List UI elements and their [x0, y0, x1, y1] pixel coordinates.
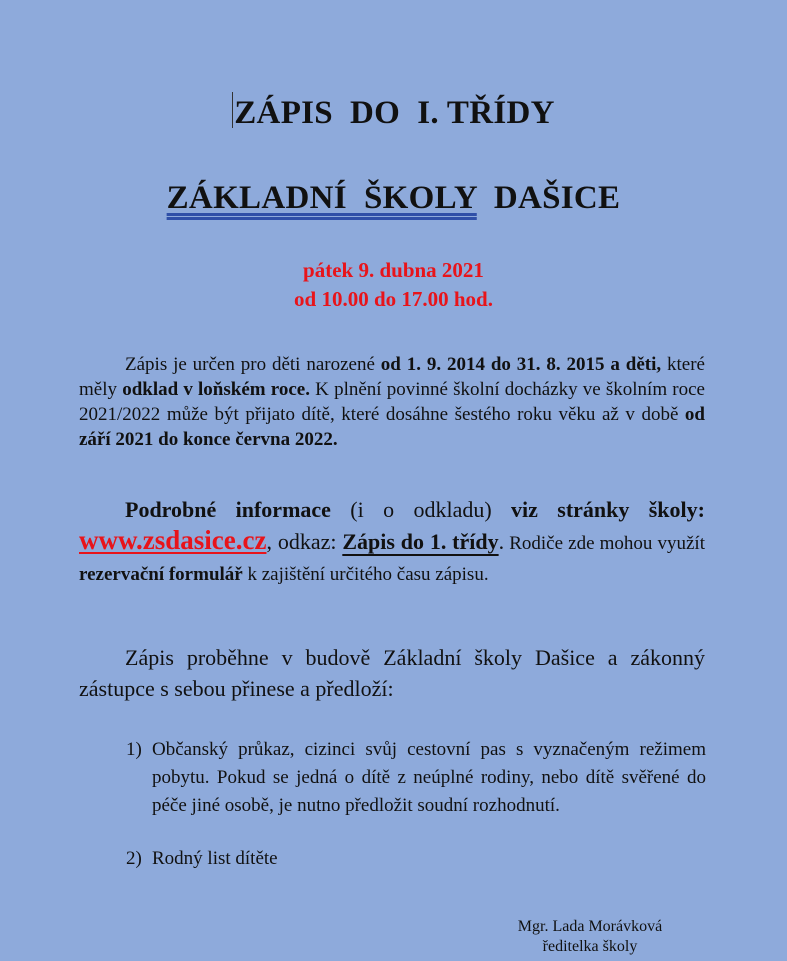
title-line-2	[0, 180, 787, 217]
bold-text: Podrobné informace	[125, 497, 331, 522]
list-text: Občanský průkaz, cizinci svůj cestovní pas s vyznačeným režimem pobytu. Pokud se jedná o dítě z neúplné rodiny, nebo dítě svěřené do péče jiné osobě, je nutno předložit soudní rozhodnutí.	[152, 739, 706, 816]
list-item	[126, 736, 706, 820]
text: Zápis je určen pro děti narozené	[125, 354, 381, 375]
bold-text: odklad v loňském roce.	[122, 379, 310, 400]
paragraph-documents: Zápis proběhne v budově Základní školy Dašice a zákonný zástupce s sebou přinese a předloží:	[79, 645, 705, 701]
bold-text: viz stránky školy:	[511, 497, 705, 522]
time-line: od 10.00 do 17.00 hod.	[294, 287, 493, 311]
bold-text: od 1. 9. 2014 do 31. 8. 2015 a děti,	[380, 354, 662, 375]
list-number: 2)	[126, 848, 142, 869]
title-line-1	[0, 92, 787, 132]
title-text-1: ZÁPIS DO I. TŘÍDY	[234, 95, 555, 131]
zapis-link[interactable]: Zápis do 1. třídy	[342, 529, 499, 554]
text: k zajištění určitého času zápisu.	[242, 564, 489, 585]
bold-text: od září 2021 do konce června 2022.	[79, 404, 705, 450]
title-text-2a: ZÁKLADNÍ ŠKOLY	[166, 180, 477, 216]
text: .	[498, 529, 505, 554]
list-number: 1)	[126, 739, 142, 760]
paragraph-eligibility	[79, 352, 705, 452]
title-text-2b: DAŠICE	[476, 180, 621, 216]
text: , odkaz:	[266, 529, 343, 554]
list-text: Rodný list dítěte	[152, 848, 278, 869]
signature-role: ředitelka školy	[542, 938, 638, 955]
list-item	[126, 845, 706, 873]
text: K plnění povinné školní docházky ve školním roce 2021/2022 může být přijato dítě, které dosáhne šestého roku věku až v době	[79, 379, 705, 425]
text: (i o odkladu)	[330, 497, 512, 522]
signature-name: Mgr. Lada Morávková	[517, 918, 663, 935]
text: které měly	[79, 354, 705, 400]
bold-text: rezervační formulář	[79, 564, 243, 585]
text: Rodiče zde mohou využít	[504, 533, 705, 554]
date-line: pátek 9. dubna 2021	[303, 258, 484, 282]
paragraph-info	[79, 494, 705, 588]
website-link[interactable]: www.zsdasice.cz	[79, 525, 267, 555]
